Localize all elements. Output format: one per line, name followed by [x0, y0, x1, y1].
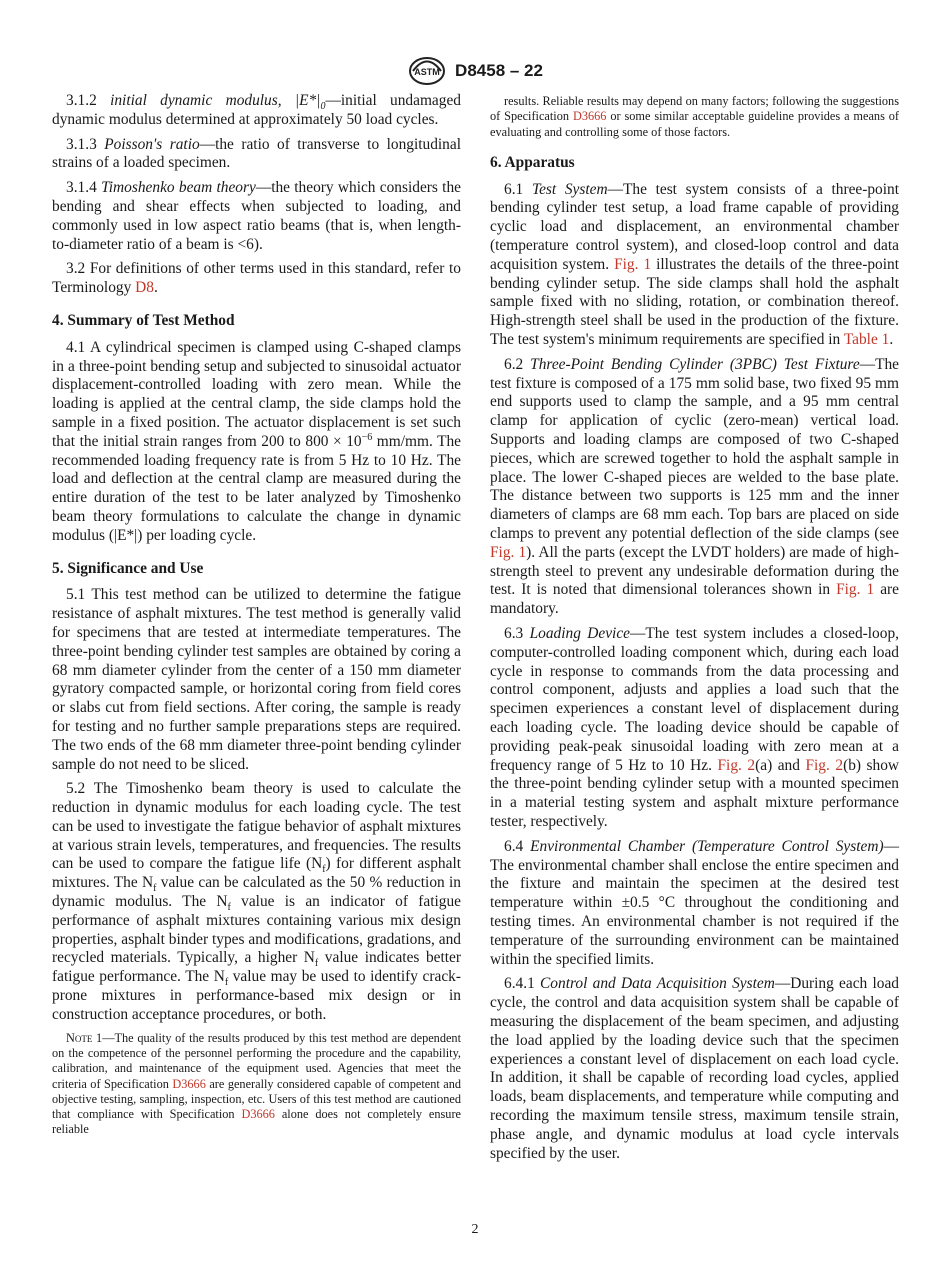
page-header [0, 56, 950, 86]
link-table-1[interactable]: Table 1 [843, 331, 890, 349]
paragraph-3-2: 3.2 For definitions of other terms used in this standard, refer to Terminology D8. [52, 260, 461, 297]
link-d3666[interactable]: D3666 [572, 109, 607, 124]
paragraph-6-4-1: 6.4.1 Control and Data Acquisition System—During each load cycle, the control and data acquisition system shall be capable of measuring the displacement of the beam specimen, and adjusting the load applied by the loading device such that the specimen experiences a constant level of displacement on each load cycle. In addition, it shall be capable of recording load cycles, applied loads, beam displacements, and temperature while computing and recording the maximum tensile stress, maximum tensile strain, phase angle, and dynamic modulus at load cycle intervals specified by the user. [490, 975, 899, 1162]
astm-logo-icon [407, 56, 447, 86]
left-column [52, 92, 461, 1144]
link-fig-1[interactable]: Fig. 1 [490, 543, 527, 561]
right-column [490, 94, 899, 1169]
svg-text:ASTM: ASTM [414, 67, 440, 77]
paragraph-3-1-3: 3.1.3 Poisson's ratio—the ratio of transverse to longitudinal strains of a loaded specimen. [52, 135, 461, 172]
paragraph-3-1-2: 3.1.2 initial dynamic modulus, $|E*|_0—initial$ undamaged dynamic modulus determined at approximately 50 load cycles. [52, 92, 461, 128]
link-d8[interactable]: D8 [135, 279, 154, 297]
paragraph-6-4: 6.4 Environmental Chamber (Temperature Control System)—The environmental chamber shall enclose the entire specimen and the fixture and maintain the specimen at the desired test temperature within ±0.5 °C throughout the conditioning and testing times. An environmental chamber is not required if the temperature of the surrounding environment can be maintained within the specified limits. [490, 837, 899, 968]
paragraph-5-2: 5.2 The Timoshenko beam theory is used to calculate the reduction in dynamic modulus for each loading cycle. The test can be used to investigate the fatigue behavior of asphalt mixtures at various strain levels, temperatures, and frequencies. The results can be used to compare the fatigue life $(N_f)$ for different asphalt mixtures. The $N_f$ value can be calculated as the 50 % reduction in dynamic modulus. The $N_f$ value is an indicator of fatigue performance of asphalt mixtures containing various mix design properties, asphalt binder types and modifications, gradations, and recycled materials. Typically, a higher $N_f$ value indicates better fatigue performance. The $N_f$ value may be used to identify crack-prone mixtures in performance-based mix design or in construction acceptance procedures, or both. [52, 780, 461, 1023]
section-heading-4: 4. Summary of Test Method [52, 311, 235, 329]
note-1-continued: results. Reliable results may depend on many factors; following the suggestions of Specification D3666 or some similar acceptable guideline provides a means of evaluating and controlling some of those factors. [490, 94, 899, 139]
paragraph-6-3: 6.3 Loading Device—The test system includes a closed-loop, computer-controlled loading component which, during each load cycle in response to commands from the data processing and control component, adjusts and applies a load such that the specimen experiences a constant level of displacement during each loading cycle. The loading device should be capable of providing peak-peak sinusoidal loading with zero mean at a frequency range of 5 Hz to 10 Hz. Fig. 2(a) and Fig. 2(b) show the three-point bending cylinder setup with a mounted specimen in a material testing system and asphalt mixture performance tester, respectively. [490, 625, 900, 830]
note-1: Note 1—The quality of the results produced by this test method are dependent on the competence of the personnel performing the procedure and the capability, calibration, and maintenance of the equipment used. Agencies that meet the criteria of Specification D3666 are generally considered capable of competent and objective testing, sampling, inspection, etc. Users of this test method are cautioned that compliance with Specification D3666 alone does not completely ensure reliable [52, 1030, 461, 1137]
link-fig-1[interactable]: Fig. 1 [614, 255, 652, 273]
paragraph-4-1: 4.1 A cylindrical specimen is clamped using C-shaped clamps in a three-point bending setup and subjected to sinusoidal actuator displacement-controlled loading with zero mean. While the loading is applied at the central clamp, the side clamps hold the sample in a fixed position. The actuator displacement is set such that the initial strain ranges from 200 to $800 \times 10^{-6}$ mm/mm. The recommended loading frequency rate is from 5 Hz to 10 Hz. The load and deflection at the central clamp are measured during the entire duration of the test to be later analyzed by Timoshenko beam theory formulations to calculate the change in dynamic modulus (|E*|) per loading cycle. [52, 338, 461, 544]
link-d3666[interactable]: D3666 [172, 1076, 206, 1091]
link-d3666[interactable]: D3666 [241, 1107, 275, 1122]
page-number: 2 [471, 1222, 479, 1237]
section-heading-5: 5. Significance and Use [52, 559, 204, 577]
link-fig-1[interactable]: Fig. 1 [836, 581, 875, 599]
paragraph-6-1: 6.1 Test System—The test system consists of a three-point bending cylinder test setup, a load frame capable of providing cyclic load and displacement, an environmental chamber (temperature control system), and closed-loop control and data acquisition system. Fig. 1 illustrates the details of the three-point bending cylinder setup. The side clamps shall hold the asphalt sample fixed with no sliding, rotation, or combination thereof. High-strength steel shall be used in the production of the fixture. The test system's minimum requirements are specified in Table 1. [490, 180, 899, 349]
section-heading-6: 6. Apparatus [490, 153, 575, 171]
link-fig-2[interactable]: Fig. 2 [717, 756, 756, 774]
paragraph-6-2: 6.2 Three-Point Bending Cylinder (3PBC) Test Fixture—The test fixture is composed of a 175 mm solid base, two fixed 95 mm end supports used to clamp the sample, and a 95 mm central clamp for application of cyclic (zero-mean) vertical load. Supports and loading clamps are composed of two C-shaped pieces, which are screwed together to hold the asphalt sample in place. The lower C-shaped pieces are welded to the base plate. The distance between two supports is 125 mm and the inner diameters of clamps are 68 mm each. Top bars are placed on side clamps to prevent any potential deflection of the side clamps (see Fig. 1). All the parts (except the LVDT holders) are made of high-strength steel to prevent any undesirable deformation during the test. It is noted that dimensional tolerances shown in Fig. 1 are mandatory. [490, 355, 899, 618]
document-designation: D8458 – 22 [455, 61, 543, 80]
paragraph-3-1-4: 3.1.4 Timoshenko beam theory—the theory which considers the bending and shear effects when subjected to loading, and commonly used in low aspect ratio beams (that is, when length-to-diameter ratio of a beam is <6). [52, 179, 461, 253]
link-fig-2[interactable]: Fig. 2 [805, 756, 844, 774]
paragraph-5-1: 5.1 This test method can be utilized to determine the fatigue resistance of asphalt mixtures. The test method is generally valid for specimens that are tested at intermediate temperatures. The three-point bending cylinder test samples are obtained by coring a 68 mm diameter cylinder from the center of a 150 mm diameter gyratory compacted sample, or horizontal coring from field cores or slabs cut from field sections. After coring, the sample is ready for testing and no further sample preparations steps are required. The two ends of the 68 mm diameter three-point bending cylinder sample do not need to be sliced. [52, 586, 461, 773]
